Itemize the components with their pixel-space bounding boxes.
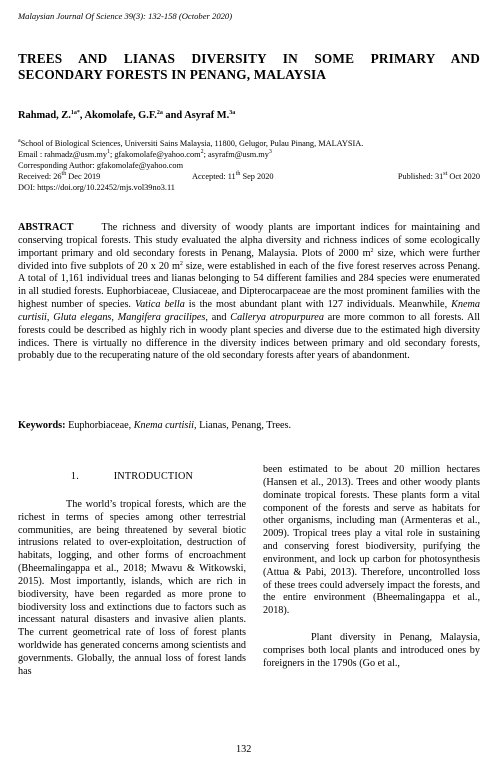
abstract-text: , and [205,311,231,323]
author-3: Asyraf M. [184,110,230,121]
author-separator: , [79,110,85,121]
published-label: Published: 31 [397,172,444,181]
accepted-sup: th [235,171,241,177]
keywords [18,420,291,431]
accepted-rest: Sep 2020 [240,172,274,181]
accepted-label: Accepted: 11 [192,172,236,181]
affiliation [18,139,480,148]
email-3-sup: 3 [268,149,272,155]
abstract-text: are more common to all forests. All forests could be described as highly rich in woody plant species and diverse due to the estimated high diversity indices. There is virtually no difference in the diversity indices between primary and old secondary forests, probably due to the recuperating nature of the old secondary forests after years of abandonment. [18,311,480,362]
paper-title [18,51,480,83]
title-line-2: SECONDARY FORESTS IN PENANG, MALAYSIA [18,67,327,82]
journal-header: Malaysian Journal Of Science 39(3): 132-158 (October 2020) [18,11,233,21]
email-3: ; asyrafm@usm.my [203,150,269,159]
author-separator: and [162,110,185,121]
email-line [18,150,480,159]
published-sup: st [443,171,448,177]
author-1: Rahmad, Z. [18,110,71,121]
species-name: Vatica bella [134,299,185,311]
corresponding-author: Corresponding Author: gfakomolafe@yahoo.com [18,161,184,170]
page-number: 132 [236,744,252,755]
email-1-sup: 1 [107,149,110,155]
keyword-species: Knema curtisii [133,420,194,431]
abstract-text: , [111,311,118,323]
abstract-text: The richness and diversity of woody plants are important indices for maintaining and conserving tropical forests. This study evaluated the alpha diversity and richness indices of some ecologically important primary and old secondary forests in Penang, Malaysia. Plots of 2000 m [18,222,480,259]
email-2-sup: 2 [200,149,204,155]
abstract-text: size, which were further divided into five subplots of 20 x 20 m [18,247,480,272]
right-column [263,464,480,671]
intro-paragraph-1-continued: been estimated to be about 20 million hectares (Hansen et al., 2013). Trees and other woody plants dominate tropical forests. These plants form a vital component of the forests and serve as habitats for other organisms, including man (Armenteras et al., 2009). Tropical trees play a vital role in sustaining and conserving forest biodiversity, purifying the environment, and lock up carbon for photosynthesis (Attua & Pabi, 2013). Therefore, uncontrolled loss of these trees could adversely impact the forests, and the entire environment (Bheemalingappa et al., 2018). [263,464,480,617]
section-number: 1. [70,471,79,482]
author-2-sup: 2a [156,110,163,116]
title-line-1: TREES AND LIANAS DIVERSITY IN SOME PRIMARY AND [18,51,480,66]
left-column [18,471,246,679]
abstract-sup: 2 [179,260,183,267]
accepted-date [192,172,274,181]
species-name: Mangifera gracilipes [117,311,206,323]
author-3-sup: 3a [229,110,236,116]
species-name: Callerya atropurpurea [230,311,324,323]
published-date [398,172,480,181]
abstract-text: , [46,311,54,323]
keyword-text: Euphorbiaceae, [65,420,134,431]
received-sup: th [61,171,67,177]
email-1: rahmadz@usm.my [44,150,107,159]
intro-paragraph-2: Plant diversity in Penang, Malaysia, comprises both local plants and introduced ones by foreigners in the 1790s (Go et al., [263,632,480,669]
keywords-label: Keywords: [18,420,66,431]
section-heading [18,471,246,484]
species-name: Knema curtisii [18,299,480,323]
abstract-sup: 2 [370,247,374,254]
abstract-heading: ABSTRACT [18,222,74,233]
doi-link[interactable]: DOI: https://doi.org/10.22452/mjs.vol39no3.11 [18,183,175,192]
published-rest: Oct 2020 [447,172,480,181]
author-list [18,110,235,121]
email-2: ; gfakomolafe@yahoo.com [110,150,201,159]
author-1-sup: 1a* [70,110,80,116]
email-label: Email : [18,150,45,159]
author-2: Akomolafe, G.F. [84,110,157,121]
received-date [18,172,100,181]
section-title: INTRODUCTION [113,471,194,482]
abstract-text: is the most abundant plant with 127 individuals. Meanwhile, [184,299,452,311]
intro-paragraph-1: The world’s tropical forests, which are the richest in terms of species among other terrestrial communities, are being threatened by several biotic intrusions related to over-exploitation, destruction of habitats, logging, and other forms of encroachment (Bheemalingappa et al., 2018; Mwavu & Witkowski, 2015). Most importantly, islands, which are rich in biodiversity, have been regarded as more prone to biodiversity loss and extinctions due to factors such as incessant natural disasters and invasive alien plants. The current geometrical rate of loss of forest plants worldwide has generated concerns among scientists and governments. Globally, the annual loss of forest lands has [18,498,247,677]
abstract [18,222,480,363]
received-label: Received: 26 [18,172,62,181]
species-name: Gluta elegans [53,311,112,323]
abstract-text: size, were established in each of the five forest reserves across Penang. A total of 1,161 individual trees and lianas belonging to 54 different families and 284 species were enumerated in all studied forests. Euphorbiaceae, Clusiaceae, and Dipterocarpaceae are the most prominent families with the highest number of species. [18,260,480,311]
affiliation-text: School of Biological Sciences, Universiti Sains Malaysia, 11800, Gelugor, Pulau Pinang, MALAYSIA. [20,139,364,148]
affiliation-sup: a [18,138,21,144]
keyword-text: , Lianas, Penang, Trees. [194,420,292,431]
received-rest: Dec 2019 [66,172,101,181]
